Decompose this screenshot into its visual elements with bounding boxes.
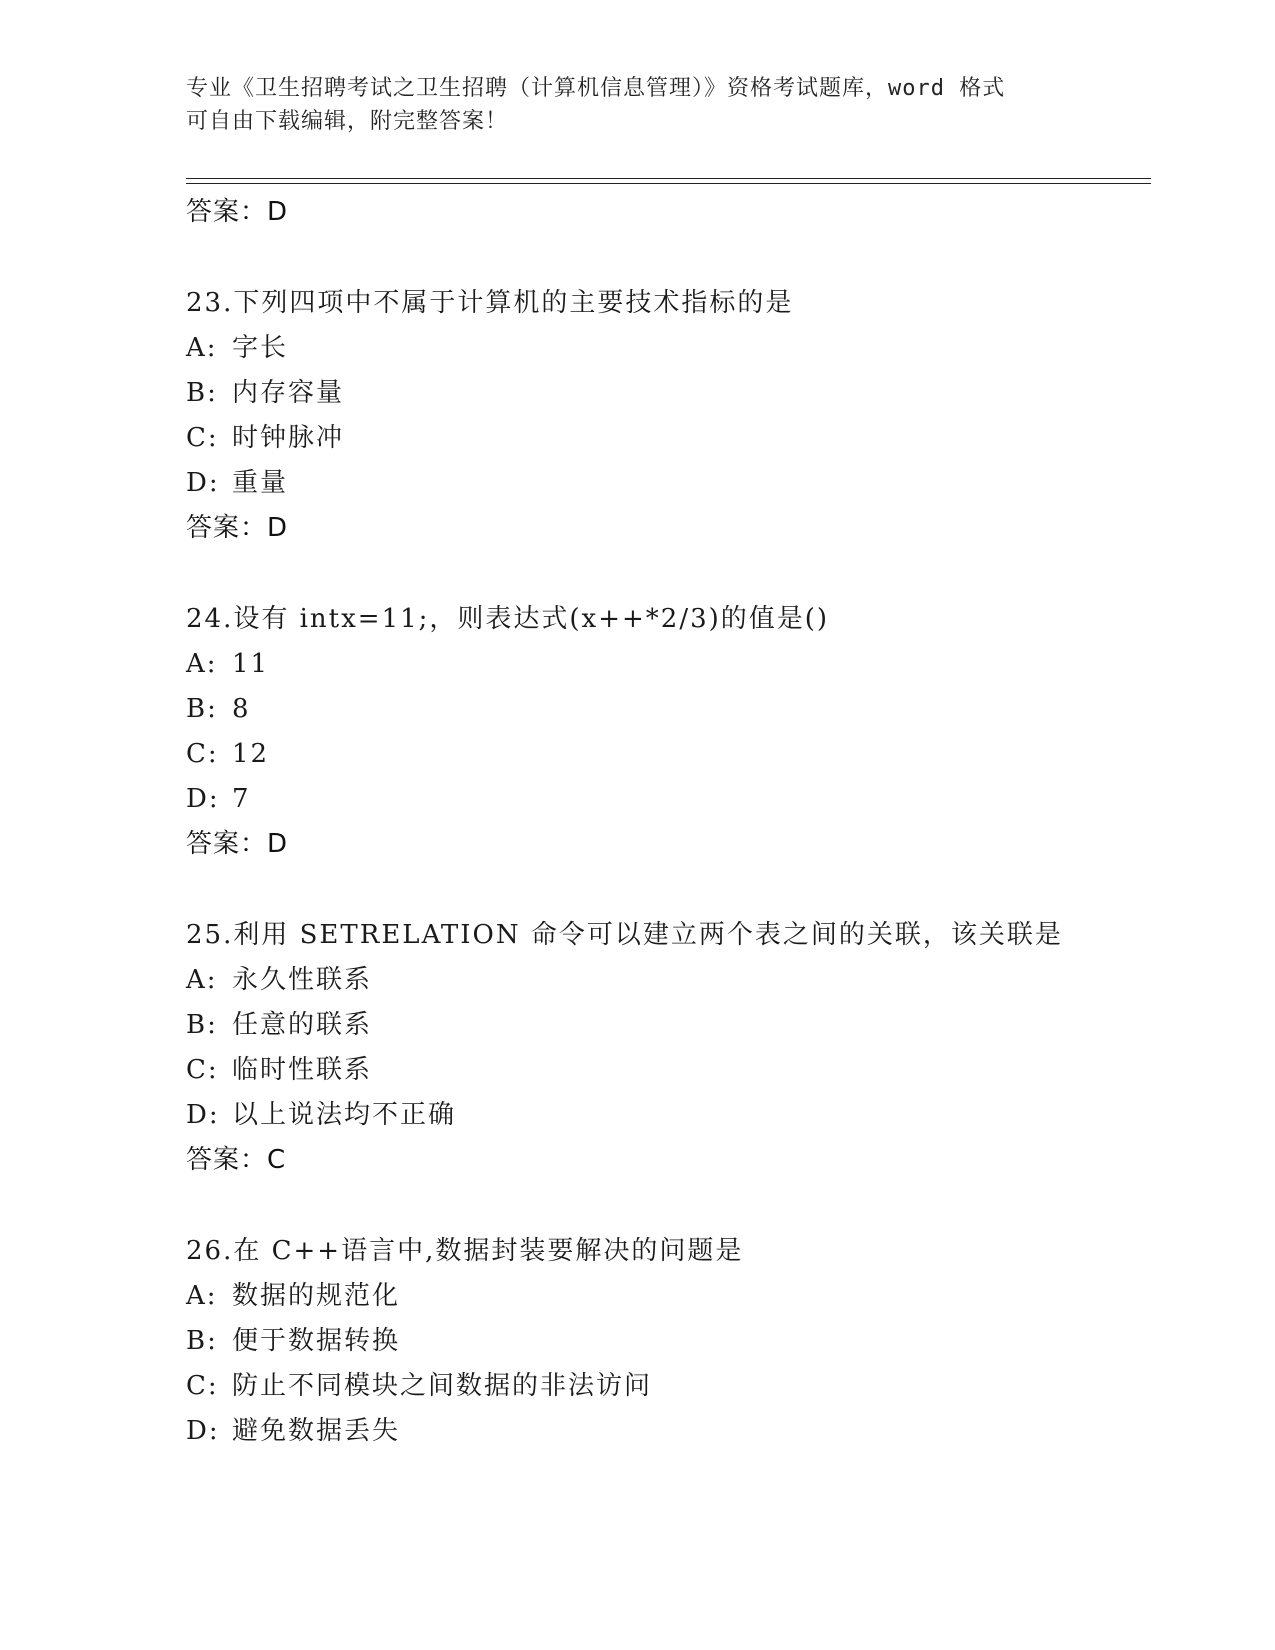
header-divider-top (186, 178, 1151, 179)
question-25 (186, 913, 1146, 1183)
answer-line: 答案：D (186, 197, 289, 227)
option-text: 内存容量 (232, 378, 345, 408)
option-key: C: (186, 423, 219, 453)
option-text: 避免数据丢失 (232, 1416, 401, 1446)
option-key: D: (186, 1100, 220, 1130)
option-text: 永久性联系 (232, 965, 373, 995)
question-23 (186, 281, 1146, 551)
option-d (186, 777, 1146, 822)
option-a (186, 1274, 1146, 1319)
option-a (186, 642, 1146, 687)
option-key: B: (186, 1010, 218, 1040)
option-d (186, 1409, 1146, 1454)
question-26 (186, 1229, 1146, 1454)
option-c (186, 1364, 1146, 1409)
option-a (186, 958, 1146, 1003)
document-header (186, 72, 1076, 138)
option-b (186, 371, 1146, 416)
option-key: C: (186, 1371, 219, 1401)
option-text: 8 (232, 694, 251, 724)
option-key: B: (186, 694, 218, 724)
option-b (186, 1003, 1146, 1048)
option-d (186, 461, 1146, 506)
option-text: 时钟脉冲 (232, 423, 345, 453)
question-list (186, 190, 1146, 1454)
option-text: 防止不同模块之间数据的非法访问 (232, 1371, 653, 1401)
question-title: 23.下列四项中不属于计算机的主要技术指标的是 (186, 288, 794, 318)
option-key: D: (186, 1416, 220, 1446)
question-title: 26.在 C++语言中,数据封装要解决的问题是 (186, 1236, 744, 1266)
option-c (186, 732, 1146, 777)
option-c (186, 1048, 1146, 1093)
option-key: A: (186, 965, 218, 995)
answer-line: 答案：D (186, 513, 289, 543)
option-b (186, 1319, 1146, 1364)
option-text: 12 (232, 739, 270, 769)
question-title: 24.设有 intx=11;，则表达式(x++*2/3)的值是() (186, 604, 830, 634)
option-b (186, 687, 1146, 732)
question-24 (186, 597, 1146, 867)
option-text: 11 (232, 649, 270, 679)
option-text: 任意的联系 (232, 1010, 373, 1040)
option-a (186, 326, 1146, 371)
option-key: D: (186, 784, 220, 814)
option-key: A: (186, 333, 218, 363)
option-key: A: (186, 1281, 218, 1311)
option-d (186, 1093, 1146, 1138)
option-key: A: (186, 649, 218, 679)
option-text: 7 (232, 784, 251, 814)
option-text: 以上说法均不正确 (232, 1100, 457, 1130)
option-key: C: (186, 739, 219, 769)
header-line-2: 可自由下载编辑，附完整答案！ (186, 109, 509, 134)
option-text: 重量 (232, 468, 289, 498)
question-title: 25.利用 SETRELATION 命令可以建立两个表之间的关联，该关联是 (186, 920, 1063, 950)
option-text: 临时性联系 (232, 1055, 373, 1085)
header-divider-bottom (186, 183, 1151, 184)
option-key: C: (186, 1055, 219, 1085)
answer-line: 答案：D (186, 829, 289, 859)
option-c (186, 416, 1146, 461)
answer-line: 答案：C (186, 1145, 287, 1175)
option-text: 便于数据转换 (232, 1326, 401, 1356)
option-key: B: (186, 1326, 218, 1356)
option-text: 字长 (232, 333, 289, 363)
option-key: B: (186, 378, 218, 408)
header-line-1: 专业《卫生招聘考试之卫生招聘（计算机信息管理）》资格考试题库，word 格式 (186, 76, 1006, 101)
option-text: 数据的规范化 (232, 1281, 401, 1311)
option-key: D: (186, 468, 220, 498)
